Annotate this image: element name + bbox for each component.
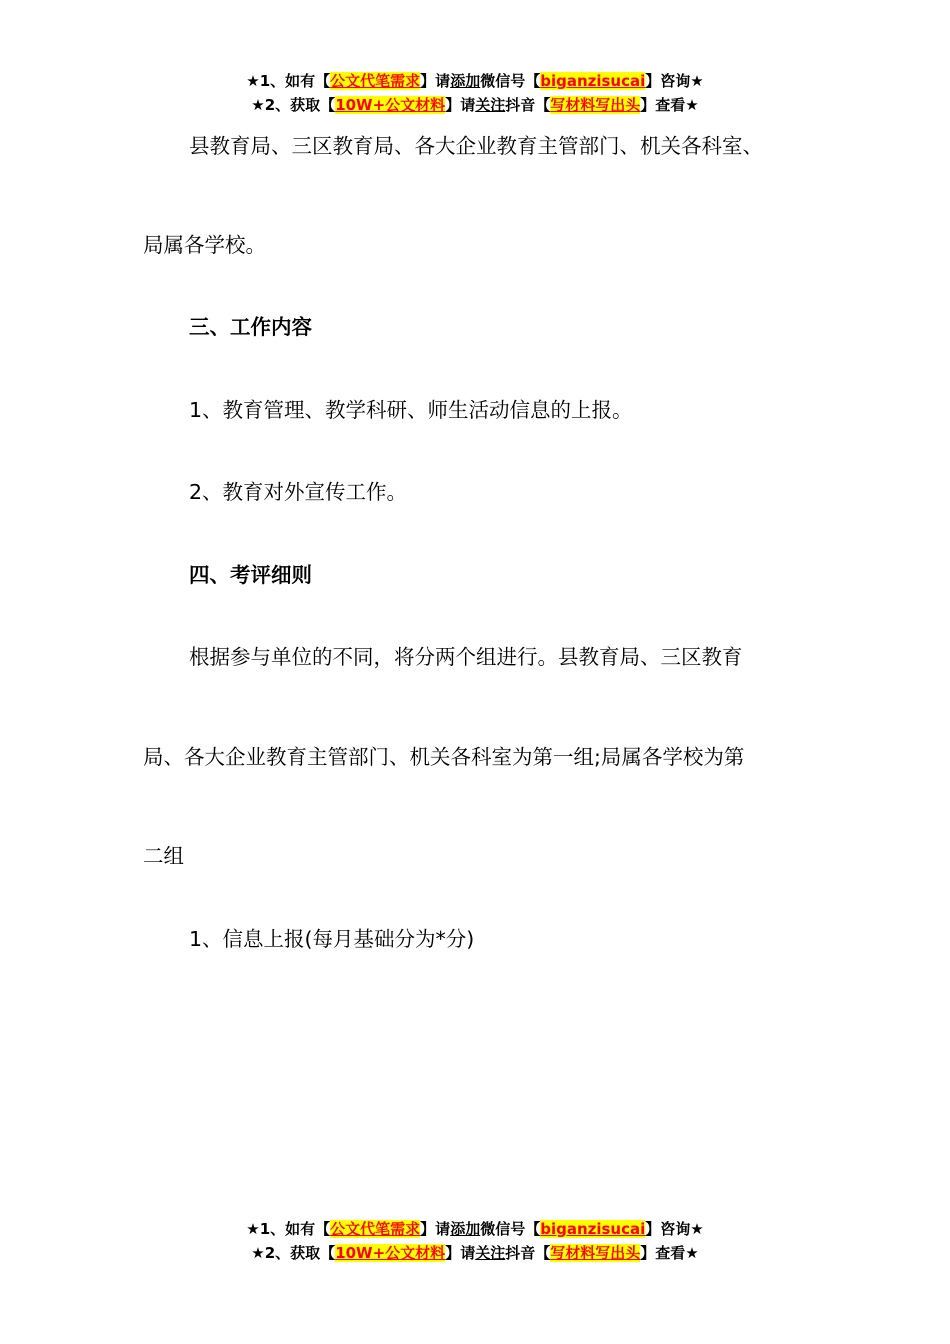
banner-text: 】咨询★ [645, 72, 704, 90]
paragraph: 1、信息上报(每月基础分为*分) [189, 927, 475, 951]
banner-text: 】请 [445, 1244, 476, 1262]
banner-line-2 [0, 93, 950, 117]
banner-text: 】查看★ [640, 1244, 699, 1262]
banner-highlight: 公文代笔需求 [330, 1220, 421, 1238]
banner-highlight: 写材料写出头 [550, 1244, 641, 1262]
paragraph: 1、教育管理、教学科研、师生活动信息的上报。 [189, 398, 633, 422]
banner-text: 】咨询★ [645, 1220, 704, 1238]
banner-underline: 关注 [475, 96, 506, 114]
banner-text: 】请 [420, 72, 451, 90]
header-banner [0, 69, 950, 117]
banner-line-1 [0, 1217, 950, 1241]
banner-text: 】请 [420, 1220, 451, 1238]
banner-highlight: 公文代笔需求 [330, 72, 421, 90]
banner-line-1 [0, 69, 950, 93]
section-heading: 三、工作内容 [189, 315, 312, 339]
banner-text: ★2、获取【 [251, 1244, 336, 1262]
banner-text: ★1、如有【 [246, 72, 331, 90]
banner-underline: 关注 [475, 1244, 506, 1262]
banner-text: 】查看★ [640, 96, 699, 114]
paragraph: 根据参与单位的不同，将分两个组进行。县教育局、三区教育 [189, 645, 743, 669]
paragraph: 局属各学校。 [143, 233, 266, 257]
paragraph: 2、教育对外宣传工作。 [189, 480, 408, 504]
banner-text: ★1、如有【 [246, 1220, 331, 1238]
paragraph: 二组 [143, 844, 184, 868]
banner-highlight: 10W+公文材料 [335, 96, 446, 114]
banner-text: 】请 [445, 96, 476, 114]
footer-banner [0, 1217, 950, 1265]
banner-line-2 [0, 1241, 950, 1265]
banner-underline: 添加 [450, 72, 481, 90]
banner-highlight: 写材料写出头 [550, 96, 641, 114]
banner-highlight: biganzisucai [540, 1220, 646, 1238]
section-heading: 四、考评细则 [189, 563, 312, 587]
banner-text: 抖音【 [505, 96, 551, 114]
banner-highlight: 10W+公文材料 [335, 1244, 446, 1262]
banner-text: 微信号【 [480, 72, 541, 90]
paragraph: 县教育局、三区教育局、各大企业教育主管部门、机关各科室、 [189, 134, 763, 158]
banner-highlight: biganzisucai [540, 72, 646, 90]
banner-text: 抖音【 [505, 1244, 551, 1262]
banner-text: 微信号【 [480, 1220, 541, 1238]
banner-underline: 添加 [450, 1220, 481, 1238]
paragraph: 局、各大企业教育主管部门、机关各科室为第一组;局属各学校为第 [143, 745, 745, 769]
banner-text: ★2、获取【 [251, 96, 336, 114]
